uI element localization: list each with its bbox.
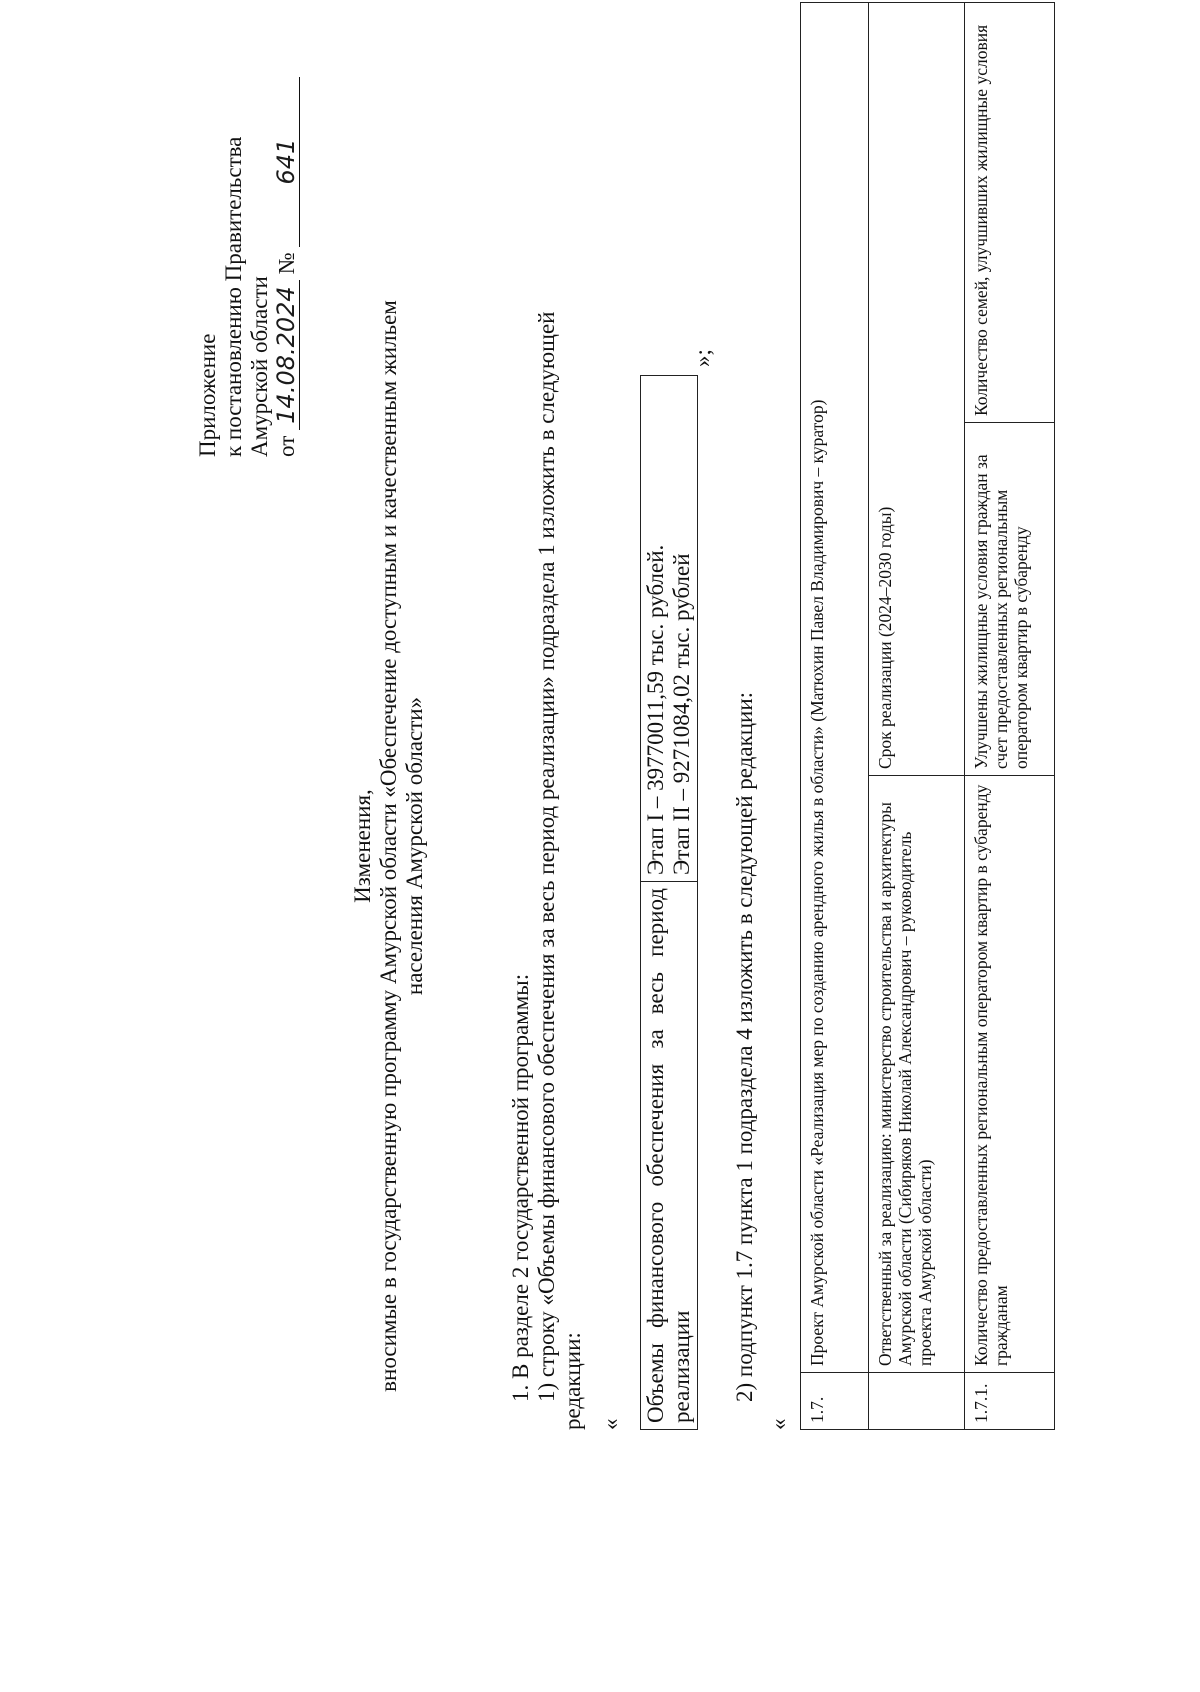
result-cell — [965, 423, 1055, 776]
table-row — [965, 3, 1055, 1430]
project-title-cell — [801, 3, 869, 1373]
section-1-heading: 1. В разделе 2 государственной программы: — [508, 973, 533, 1402]
section-1-item-1-cont: редакции: — [560, 1332, 585, 1430]
finance-values-cell — [641, 376, 698, 882]
responsible-cell — [869, 776, 965, 1373]
title-line-1: Изменения, — [350, 789, 375, 903]
row-number: 1.7.1. — [971, 1383, 991, 1423]
finance-stage-2: Этап II – 9271084,02 тыс. рублей — [669, 553, 694, 875]
table-row — [869, 3, 965, 1430]
responsible-text: Ответственный за реализацию: министерство строительства и архитектуры Амурской области (Сибиряков Николай Александрович – руководитель проекта Амурской области) — [875, 802, 935, 1366]
indicator-cell — [965, 3, 1055, 423]
handwritten-date: 14.08.2024 — [273, 280, 300, 430]
open-quote-2: « — [766, 1418, 791, 1430]
table-row — [641, 376, 698, 1430]
open-quote-1: « — [598, 1418, 623, 1430]
title-line-2: вносимые в государственную программу Амурской области «Обеспечение доступным и качественным жильем — [376, 300, 401, 1392]
term-cell — [869, 3, 965, 776]
indicator-text: Количество семей, улучшивших жилищные условия — [971, 24, 991, 416]
project-table — [800, 2, 1055, 1430]
finance-label: Объемы финансового обеспечения за весь период реализации — [643, 888, 694, 1423]
task-cell — [965, 776, 1055, 1373]
empty-cell — [869, 1373, 965, 1430]
ot-label: от — [274, 435, 299, 457]
number-label: № — [274, 252, 299, 275]
row-number-cell — [965, 1373, 1055, 1430]
appendix-date-line — [273, 0, 300, 457]
appendix-line-2: к постановлению Правительства — [221, 136, 246, 457]
close-quote-1: »; — [690, 349, 715, 367]
title-line-3: населения Амурской области» — [402, 696, 427, 996]
section-1-item-1: 1) строку «Объемы финансового обеспечения за весь период реализации» подраздела 1 изложить в следующей — [534, 311, 559, 1402]
finance-label-cell — [641, 882, 698, 1430]
appendix-line-1: Приложение — [195, 333, 220, 457]
table-row — [801, 3, 869, 1430]
handwritten-number: 641 — [273, 77, 300, 247]
term-text: Срок реализации (2024–2030 годы) — [875, 506, 895, 769]
finance-table — [640, 375, 698, 1430]
result-text: Улучшены жилищные условия граждан за счет предоставленных региональным оператором квартир в субаренду — [971, 454, 1031, 769]
appendix-block — [195, 0, 300, 457]
task-text: Количество предоставленных региональным оператором квартир в субаренду гражданам — [971, 784, 1011, 1366]
project-title: Проект Амурской области «Реализация мер по созданию арендного жилья в области» (Матюхин Павел Владимирович – куратор) — [807, 399, 827, 1366]
row-number-cell — [801, 1373, 869, 1430]
finance-stage-1: Этап I – 39770011,59 тыс. рублей. — [643, 544, 668, 875]
row-number: 1.7. — [807, 1396, 827, 1423]
appendix-line-3: Амурской области — [247, 276, 272, 457]
section-1-item-2: 2) подпункт 1.7 пункта 1 подраздела 4 изложить в следующей редакции: — [732, 691, 757, 1402]
